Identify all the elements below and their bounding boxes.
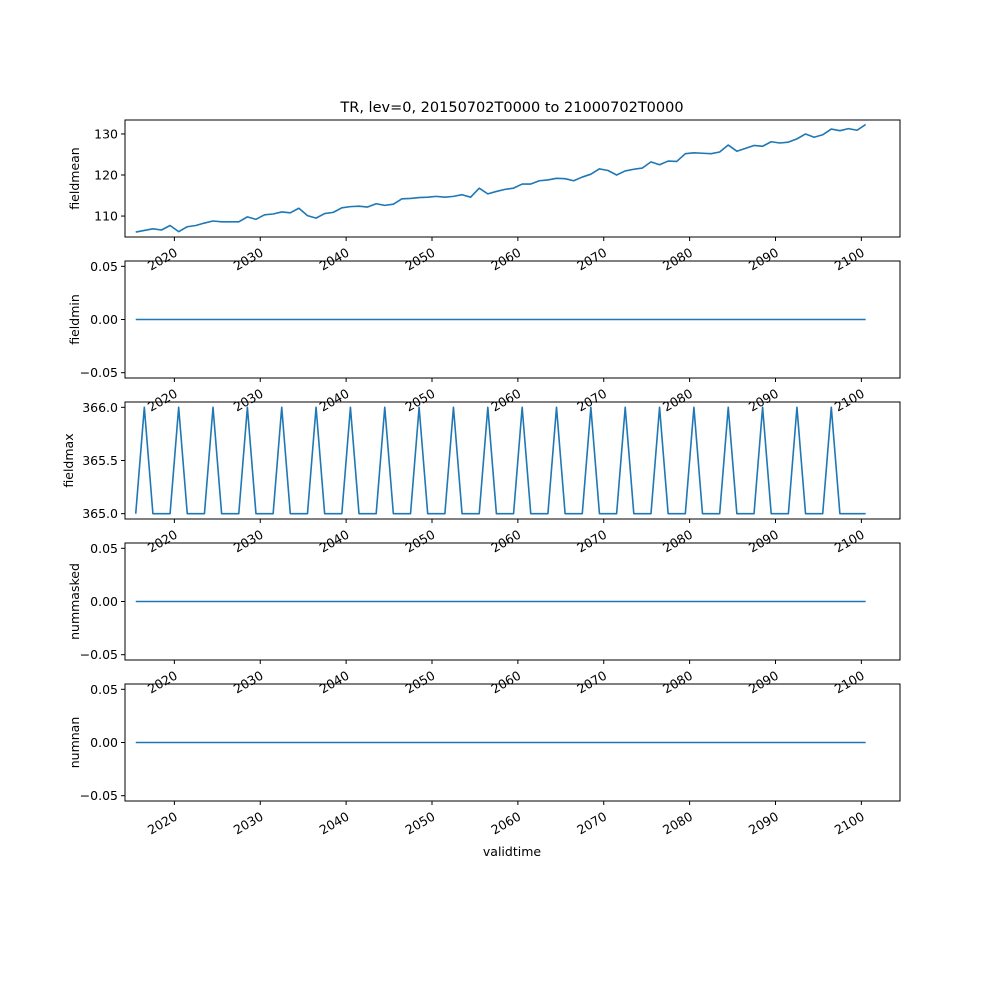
x-tick-label: 2070	[574, 385, 610, 415]
x-tick-label: 2020	[144, 526, 180, 556]
x-tick-label: 2060	[488, 385, 524, 415]
x-axis-label: validtime	[482, 844, 542, 859]
x-tick-label: 2040	[316, 385, 352, 415]
x-tick-label: 2050	[402, 385, 438, 415]
x-tick-label: 2030	[230, 526, 266, 556]
y-tick-label: −0.05	[79, 365, 118, 381]
x-tick-label: 2100	[831, 808, 867, 838]
y-tick-label: 0.05	[90, 681, 118, 697]
x-tick-label: 2100	[831, 244, 867, 274]
y-axis-label: fieldmean	[67, 147, 82, 210]
series-line-fieldmax	[136, 407, 866, 513]
x-tick-label: 2060	[488, 244, 524, 274]
y-tick-label: 365.0	[82, 506, 118, 522]
y-axis-label: fieldmin	[67, 294, 82, 345]
panel-numnan	[67, 682, 900, 838]
y-axis-label: numnan	[67, 716, 82, 769]
panel-fieldmax	[61, 400, 900, 556]
y-tick-label: 365.5	[82, 453, 118, 468]
x-tick-label: 2090	[745, 667, 781, 697]
y-tick-label: 0.05	[90, 540, 118, 556]
y-tick-label: 0.00	[90, 312, 118, 327]
y-tick-label: 120	[94, 167, 118, 183]
x-tick-label: 2060	[488, 667, 524, 697]
x-tick-label: 2040	[316, 244, 352, 274]
y-tick-label: 366.0	[82, 399, 118, 415]
panel-nummasked	[67, 541, 900, 697]
x-tick-label: 2060	[488, 808, 524, 838]
x-tick-label: 2050	[402, 808, 438, 838]
x-tick-label: 2040	[316, 808, 352, 838]
chart-title: TR, lev=0, 20150702T0000 to 21000702T0000	[340, 100, 684, 116]
series-line-fieldmean	[136, 125, 866, 233]
y-tick-label: 0.00	[90, 594, 118, 609]
x-tick-label: 2080	[660, 808, 696, 838]
x-tick-label: 2060	[488, 526, 524, 556]
x-tick-label: 2100	[831, 385, 867, 415]
x-tick-label: 2090	[745, 526, 781, 556]
x-tick-label: 2080	[660, 244, 696, 274]
y-tick-label: 0.05	[90, 258, 118, 274]
x-tick-label: 2070	[574, 667, 610, 697]
x-tick-label: 2080	[660, 526, 696, 556]
x-tick-label: 2030	[230, 667, 266, 697]
x-tick-label: 2100	[831, 667, 867, 697]
x-tick-label: 2040	[316, 667, 352, 697]
x-tick-label: 2030	[230, 244, 266, 274]
axes-frame	[125, 120, 900, 237]
x-tick-label: 2030	[230, 808, 266, 838]
panel-fieldmin	[67, 259, 900, 415]
x-tick-label: 2090	[745, 385, 781, 415]
y-tick-label: −0.05	[79, 788, 118, 804]
y-tick-label: 110	[94, 208, 118, 224]
x-tick-label: 2020	[144, 667, 180, 697]
x-tick-label: 2020	[144, 244, 180, 274]
panel-fieldmean	[67, 120, 900, 274]
x-tick-label: 2040	[316, 526, 352, 556]
x-tick-label: 2080	[660, 385, 696, 415]
y-tick-label: 130	[94, 126, 118, 142]
y-axis-label: fieldmax	[61, 433, 76, 488]
x-tick-label: 2090	[745, 808, 781, 838]
x-tick-label: 2020	[144, 808, 180, 838]
x-tick-label: 2030	[230, 385, 266, 415]
axes-frame	[125, 402, 900, 519]
x-tick-label: 2100	[831, 526, 867, 556]
x-tick-label: 2020	[144, 385, 180, 415]
x-tick-label: 2070	[574, 526, 610, 556]
x-tick-label: 2050	[402, 244, 438, 274]
subplot-grid	[61, 120, 900, 838]
y-axis-label: nummasked	[67, 563, 82, 640]
x-tick-label: 2070	[574, 244, 610, 274]
y-tick-label: 0.00	[90, 735, 118, 750]
x-tick-label: 2090	[745, 244, 781, 274]
y-tick-label: −0.05	[79, 647, 118, 663]
x-tick-label: 2050	[402, 667, 438, 697]
x-tick-label: 2080	[660, 667, 696, 697]
x-tick-label: 2070	[574, 808, 610, 838]
x-tick-label: 2050	[402, 526, 438, 556]
